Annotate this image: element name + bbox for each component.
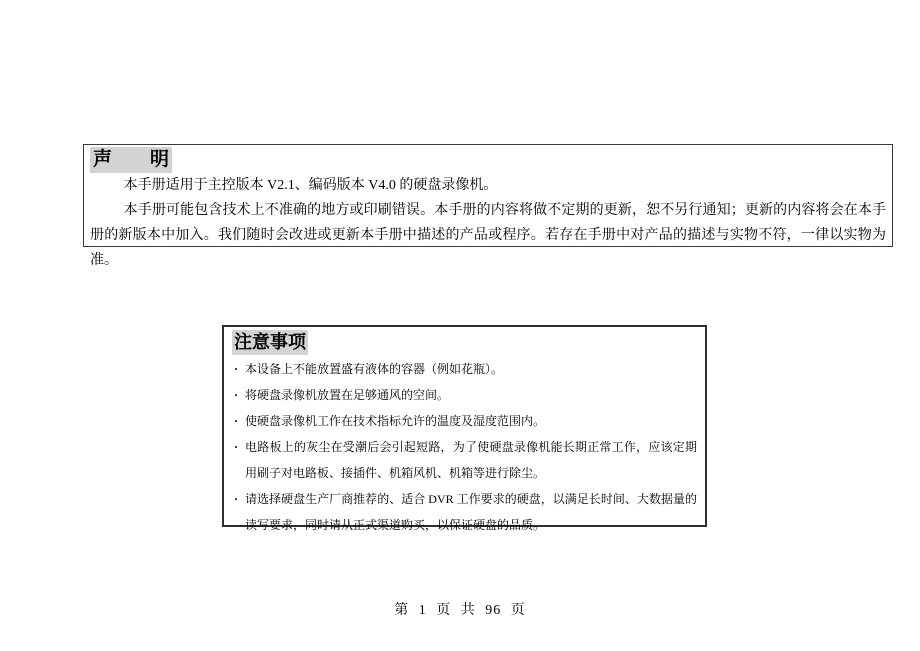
notes-title-row	[232, 330, 697, 355]
statement-title: 声 明	[90, 147, 172, 173]
notes-list	[232, 356, 697, 538]
notes-box	[222, 325, 707, 532]
note-item: · 将硬盘录像机放置在足够通风的空间。	[232, 382, 697, 408]
statement-title-row	[90, 147, 886, 173]
note-item: · 本设备上不能放置盛有液体的容器（例如花瓶）。	[232, 356, 697, 382]
statement-paragraph: 本手册适用于主控版本 V2.1、编码版本 V4.0 的硬盘录像机。	[123, 178, 498, 193]
page-footer: 第 1 页 共 96 页	[394, 603, 526, 618]
note-item: · 使硬盘录像机工作在技术指标允许的温度及湿度范围内。	[232, 408, 697, 434]
notes-title: 注意事项	[232, 330, 308, 355]
statement-paragraph: 本手册可能包含技术上不准确的地方或印刷错误。本手册的内容将做不定期的更新，恕不另行通知；更新的内容将会在本手册的新版本中加入。我们随时会改进或更新本手册中描述的产品或程序。若存在手册中对产品的描述与实物不符，一律以实物为准。	[90, 203, 886, 268]
note-item: · 请选择硬盘生产厂商推荐的、适合 DVR 工作要求的硬盘，以满足长时间、大数据量的读写要求，同时请从正式渠道购买，以保证硬盘的品质。	[232, 486, 697, 538]
note-item: · 电路板上的灰尘在受潮后会引起短路，为了使硬盘录像机能长期正常工作，应该定期用刷子对电路板、接插件、机箱风机、机箱等进行除尘。	[232, 434, 697, 486]
statement-box	[83, 144, 893, 268]
